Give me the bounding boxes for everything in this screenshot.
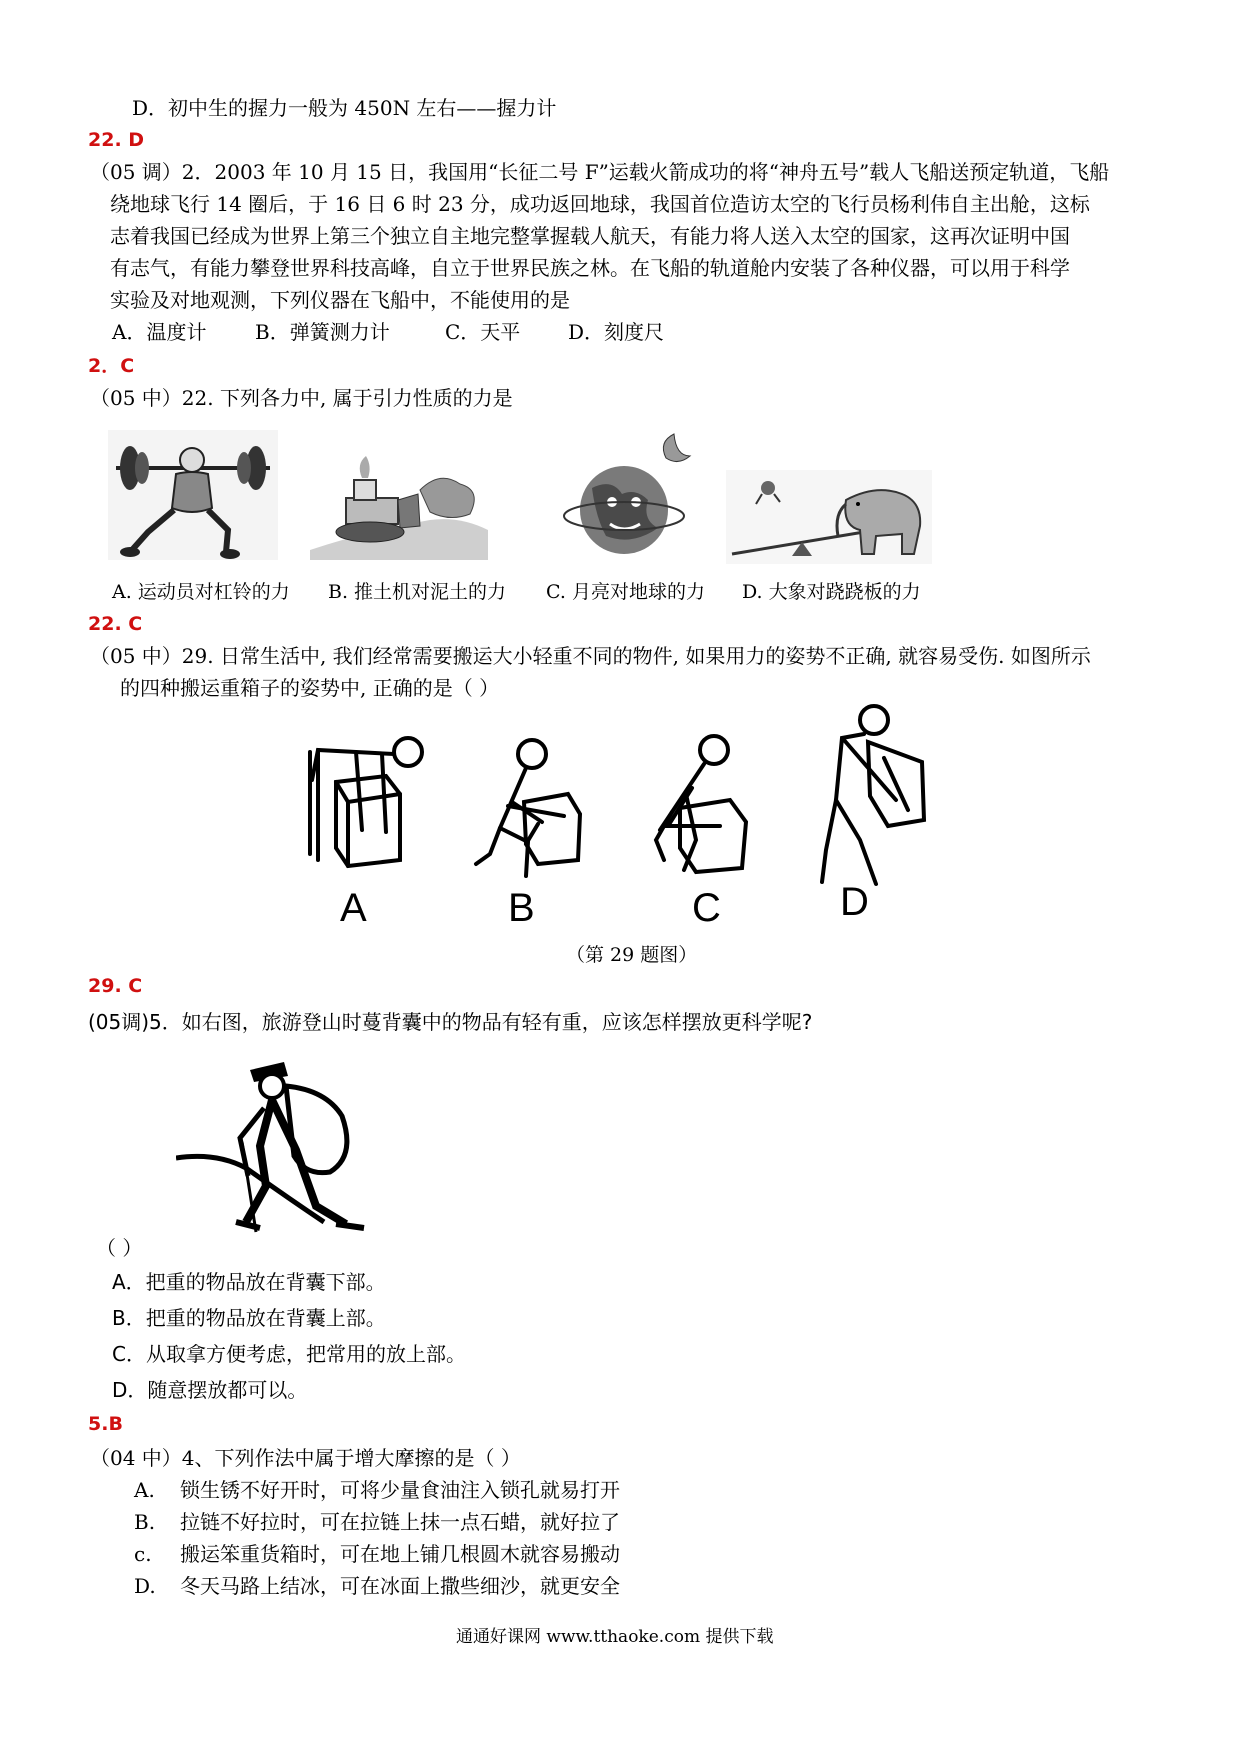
earth-moon-illustration (562, 428, 694, 558)
q2-option-b: B．弹簧测力计 (255, 320, 390, 344)
q4-option-c: 搬运笨重货箱时，可在地上铺几根圆木就容易搬动 (180, 1542, 620, 1566)
q4-option-a-letter: A. (134, 1478, 155, 1502)
q5-option-c: C．从取拿方便考虑，把常用的放上部。 (112, 1342, 466, 1366)
figure-label-d: D (840, 880, 869, 924)
answer-29: 29. C (88, 975, 143, 997)
q29-line-2: 的四种搬运重箱子的姿势中, 正确的是（ ） (120, 676, 500, 700)
page-footer: 通通好课网 www.tthaoke.com 提供下载 (456, 1627, 774, 1647)
prev-option-d: D．初中生的握力一般为 450N 左右——握力计 (132, 96, 557, 120)
q2-line-4: 有志气，有能力攀登世界科技高峰，自立于世界民族之林。在飞船的轨道舱内安装了各种仪器，可以用于科学 (110, 256, 1070, 280)
q22-option-a: A. 运动员对杠铃的力 (112, 581, 290, 603)
q2-line-1: （05 调）2．2003 年 10 月 15 日，我国用“长征二号 F”运载火箭成功的将“神舟五号”载人飞船送预定轨道，飞船 (90, 160, 1110, 184)
q29-caption: （第 29 题图） (566, 944, 698, 966)
q4-option-d: 冬天马路上结冰，可在冰面上撒些细沙，就更安全 (180, 1574, 620, 1598)
q5-answer-blank: （ ） (96, 1236, 143, 1260)
q22-option-b: B. 推土机对泥土的力 (328, 581, 507, 603)
q2-option-d: D．刻度尺 (568, 320, 665, 344)
q2-option-a: A．温度计 (112, 320, 207, 344)
bulldozer-illustration (310, 450, 488, 560)
elephant-seesaw-illustration (726, 470, 932, 564)
figure-label-a: A (340, 886, 367, 930)
q2-line-3: 志着我国已经成为世界上第三个独立自主地完整掌握载人航天，有能力将人送入太空的国家，这再次证明中国 (110, 224, 1070, 248)
weightlifter-illustration (108, 430, 278, 560)
posture-figure-d (800, 700, 940, 890)
q2-line-5: 实验及对地观测，下列仪器在飞船中，不能使用的是 (110, 288, 570, 312)
q4-option-d-letter: D. (134, 1574, 156, 1598)
q22-option-c: C. 月亮对地球的力 (546, 581, 705, 603)
answer-2: 2．C (88, 355, 135, 377)
posture-figure-b (468, 736, 598, 886)
q4-option-a: 锁生锈不好开时，可将少量食油注入锁孔就易打开 (180, 1478, 620, 1502)
figure-label-b: B (508, 886, 535, 930)
q5-option-d: D．随意摆放都可以。 (112, 1378, 308, 1402)
q4-stem: （04 中）4、下列作法中属于增大摩擦的是（ ） (90, 1446, 521, 1470)
figure-label-c: C (692, 886, 721, 930)
q5-option-a: A．把重的物品放在背囊下部。 (112, 1270, 386, 1294)
answer-22: 22. C (88, 613, 143, 635)
q2-line-2: 绕地球飞行 14 圈后，于 16 日 6 时 23 分，成功返回地球，我国首位造访太空的飞行员杨利伟自主出舱，这标 (110, 192, 1090, 216)
q29-line-1: （05 中）29. 日常生活中, 我们经常需要搬运大小轻重不同的物件, 如果用力的姿势不正确, 就容易受伤. 如图所示 (90, 644, 1091, 668)
q4-option-b-letter: B. (134, 1510, 156, 1534)
q22-stem: （05 中）22. 下列各力中, 属于引力性质的力是 (90, 386, 513, 410)
q2-option-c: C．天平 (445, 320, 521, 344)
q5-stem: (05调)5．如右图，旅游登山时蔓背囊中的物品有轻有重，应该怎样摆放更科学呢? (88, 1010, 813, 1034)
posture-figure-a (296, 730, 436, 880)
answer-5: 5.B (88, 1413, 123, 1435)
q4-option-c-letter: c. (134, 1542, 152, 1566)
answer-22-prev: 22. D (88, 129, 145, 151)
q5-option-b: B．把重的物品放在背囊上部。 (112, 1306, 386, 1330)
posture-figure-c (626, 730, 756, 880)
q4-option-b: 拉链不好拉时，可在拉链上抹一点石蜡，就好拉了 (180, 1510, 620, 1534)
hiker-illustration (176, 1046, 376, 1236)
q22-option-d: D. 大象对跷跷板的力 (742, 581, 921, 603)
